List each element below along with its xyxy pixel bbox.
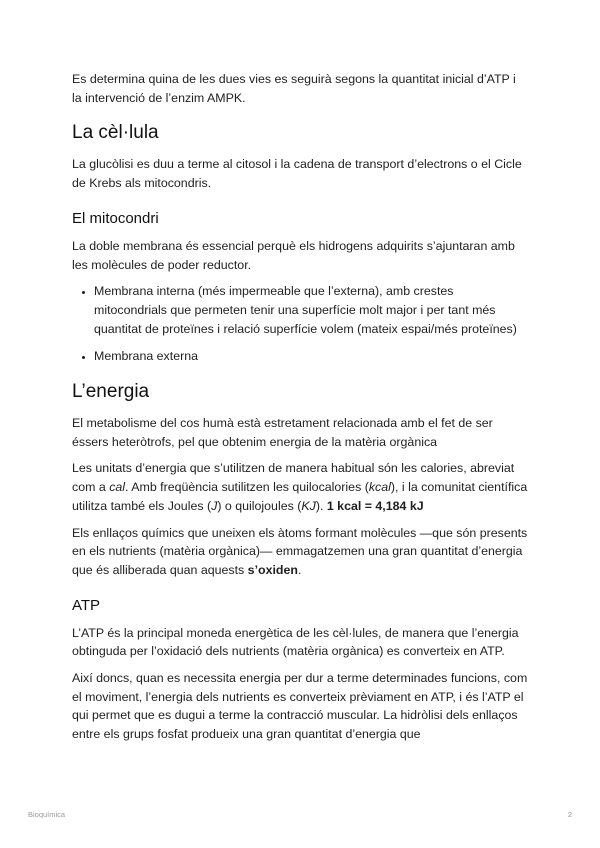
text-span: . bbox=[297, 562, 302, 577]
mitochondrion-paragraph: La doble membrana és essencial perquè els hidrogens adquirits s’ajuntaran amb les molècules de poder reductor. bbox=[72, 238, 515, 272]
text-span: ), i la comunitat científica utilitza també els Joules ( bbox=[72, 480, 528, 513]
heading-energy: L’energia bbox=[72, 381, 150, 403]
text-span: ) o quilojoules ( bbox=[217, 498, 302, 513]
text-span: Les unitats d’energia que s’utilitzen de manera habitual són les calories, abreviat com a bbox=[72, 461, 515, 495]
conversion-equation: 1 kcal = 4,184 kJ bbox=[326, 498, 424, 513]
document-body bbox=[72, 70, 528, 752]
energy-paragraph-1: El metabolisme del cos humà està estretament relacionada amb el fet de ser éssers heteròtrofs, pel que obtenim energia de la matèria orgànica bbox=[72, 416, 493, 449]
bold-term: s’oxiden bbox=[247, 562, 298, 577]
heading-cell: La cèl·lula bbox=[72, 122, 159, 144]
intro-paragraph: Es determina quina de les dues vies es seguirà segons la quantitat inicial d’ATP i la intervenció de l’enzim AMPK. bbox=[72, 72, 516, 105]
page-number: 2 bbox=[567, 810, 572, 819]
unit-kcal: kcal bbox=[368, 480, 391, 495]
footer-title: Bioquímica bbox=[28, 810, 66, 819]
heading-mitochondrion: El mitocondri bbox=[72, 209, 159, 227]
energy-paragraph-2 bbox=[72, 459, 528, 515]
energy-paragraph-3 bbox=[72, 524, 528, 580]
unit-j: J bbox=[211, 498, 218, 513]
membrane-list bbox=[72, 282, 528, 366]
unit-cal: cal bbox=[109, 480, 126, 495]
cell-paragraph: La glucòlisi es duu a terme al citosol i la cadena de transport d’electrons o el Cicle de Krebs als mitocondris. bbox=[72, 157, 522, 191]
atp-paragraph-1: L’ATP és la principal moneda energètica de les cèl·lules, de manera que l’energia obtinguda per l’oxidació dels nutrients (matèria orgànica) es converteix en ATP. bbox=[72, 625, 519, 659]
list-item: • Membrana externa bbox=[94, 347, 528, 366]
atp-paragraph-2: Així doncs, quan es necessita energia per dur a terme determinades funcions, com el moviment, l’energia dels nutrients es converteix prèviament en ATP, i és l’ATP el qui permet que es dugui a terme la contracció muscular. La hidròlisi dels enllaços entre els grups fosfat produeix una gran quantitat d’energia que bbox=[72, 671, 528, 742]
heading-atp: ATP bbox=[72, 596, 101, 614]
text-span: ). bbox=[315, 498, 327, 513]
text-span: . Amb freqüència sutilitzen les quilocalories ( bbox=[125, 480, 369, 495]
list-item: • Membrana interna (més impermeable que l’externa), amb crestes mitocondrials que permeten tenir una superfície molt major i per tant més quantitat de proteïnes i relació superfície volem (mateix espai/més proteïnes) bbox=[94, 282, 528, 338]
text-span: Els enllaços químics que uneixen els àtoms formant molècules —que són presents en els nutrients (matèria orgànica)— emmagatzemen una gran quantitat d’energia que és alliberada quan aquests bbox=[72, 525, 528, 577]
unit-kj: KJ bbox=[301, 498, 316, 513]
